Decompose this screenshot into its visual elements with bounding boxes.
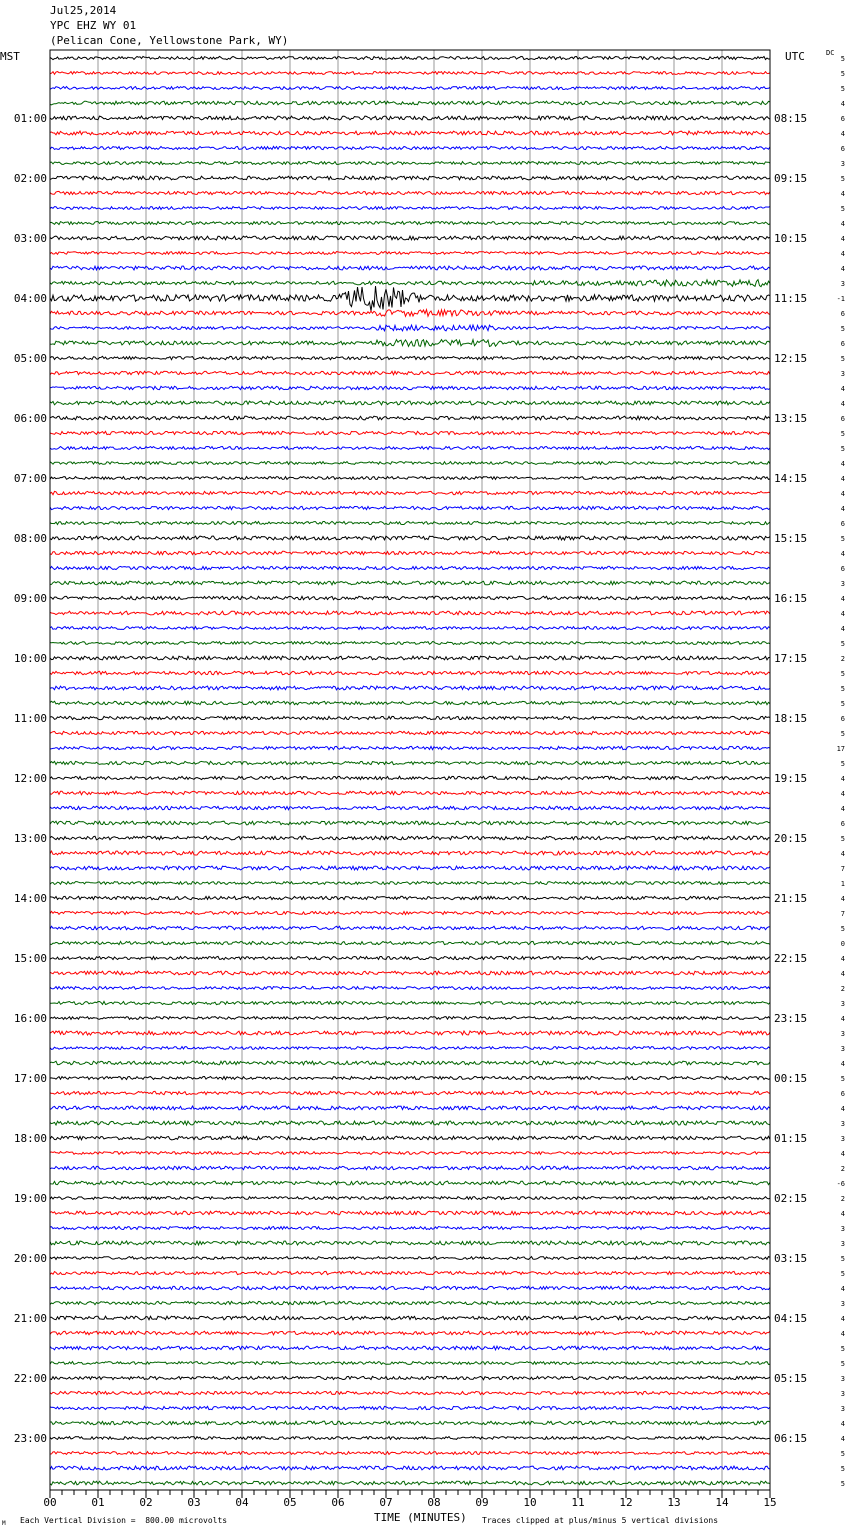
trace-line bbox=[50, 286, 770, 311]
trace-line bbox=[50, 701, 770, 704]
x-tick-label: 09 bbox=[475, 1496, 489, 1509]
right-hour-label: 12:15 bbox=[774, 352, 808, 365]
trace-line bbox=[50, 1197, 770, 1200]
trace-line bbox=[50, 1331, 770, 1335]
x-tick-label: 10 bbox=[523, 1496, 537, 1509]
left-hour-label: 09:00 bbox=[13, 592, 47, 605]
right-hour-label: 02:15 bbox=[774, 1192, 808, 1205]
trace-line bbox=[50, 971, 770, 975]
dc-offset-label: 2 bbox=[840, 655, 845, 663]
left-hour-label: 08:00 bbox=[13, 532, 47, 545]
right-hour-label: 03:15 bbox=[774, 1252, 808, 1265]
trace-line bbox=[50, 371, 770, 374]
dc-offset-label: 4 bbox=[840, 475, 845, 483]
right-hour-label: 22:15 bbox=[774, 952, 808, 965]
left-hour-label: 05:00 bbox=[13, 352, 47, 365]
left-hour-label: 01:00 bbox=[13, 112, 47, 125]
trace-line bbox=[50, 1136, 770, 1140]
dc-offset-label: 4 bbox=[840, 490, 845, 498]
trace-line bbox=[50, 1257, 770, 1260]
trace-line bbox=[50, 731, 770, 734]
x-tick-label: 11 bbox=[571, 1496, 585, 1509]
dc-offset-label: 3 bbox=[840, 1390, 845, 1398]
trace-line bbox=[50, 416, 770, 420]
trace-line bbox=[50, 252, 770, 255]
trace-line bbox=[50, 447, 770, 450]
trace-line bbox=[50, 1241, 770, 1245]
trace-line bbox=[50, 911, 770, 914]
trace-line bbox=[50, 191, 770, 194]
dc-offset-label: 6 bbox=[840, 1090, 845, 1098]
trace-line bbox=[50, 776, 770, 779]
left-hour-label: 13:00 bbox=[13, 832, 47, 845]
trace-line bbox=[50, 340, 770, 347]
x-tick-label: 14 bbox=[715, 1496, 729, 1509]
dc-offset-label: 4 bbox=[840, 625, 845, 633]
left-hour-label: 11:00 bbox=[13, 712, 47, 725]
trace-line bbox=[50, 1166, 770, 1170]
right-hour-label: 05:15 bbox=[774, 1372, 808, 1385]
dc-offset-label: 1 bbox=[840, 880, 845, 888]
dc-offset-label: 2 bbox=[840, 1165, 845, 1173]
trace-line bbox=[50, 746, 770, 749]
dc-offset-label: 3 bbox=[840, 1225, 845, 1233]
left-hour-label: 03:00 bbox=[13, 232, 47, 245]
dc-offset-label: 3 bbox=[840, 1000, 845, 1008]
dc-offset-label: 4 bbox=[840, 1105, 845, 1113]
x-tick-label: 07 bbox=[379, 1496, 393, 1509]
x-tick-label: 13 bbox=[667, 1496, 681, 1509]
right-hour-label: 08:15 bbox=[774, 112, 808, 125]
x-tick-label: 08 bbox=[427, 1496, 441, 1509]
dc-offset-label: 5 bbox=[840, 205, 845, 213]
trace-line bbox=[50, 551, 770, 554]
dc-offset-label: 4 bbox=[840, 1015, 845, 1023]
trace-line bbox=[50, 1466, 770, 1470]
trace-line bbox=[50, 1017, 770, 1020]
left-hour-label: 07:00 bbox=[13, 472, 47, 485]
dc-offset-label: 4 bbox=[840, 850, 845, 858]
trace-line bbox=[50, 325, 770, 331]
dc-offset-label: 5 bbox=[840, 55, 845, 63]
left-hour-label: 17:00 bbox=[13, 1072, 47, 1085]
dc-offset-label: 4 bbox=[840, 235, 845, 243]
x-tick-label: 00 bbox=[43, 1496, 57, 1509]
trace-line bbox=[50, 956, 770, 959]
trace-line bbox=[50, 896, 770, 899]
trace-line bbox=[50, 596, 770, 600]
dc-offset-label: 3 bbox=[840, 280, 845, 288]
trace-line bbox=[50, 1437, 770, 1440]
trace-line bbox=[50, 401, 770, 405]
trace-line bbox=[50, 1346, 770, 1350]
x-axis bbox=[43, 1490, 776, 1509]
dc-offset-label: -1 bbox=[836, 295, 845, 303]
right-hour-label: 19:15 bbox=[774, 772, 808, 785]
left-hour-label: 21:00 bbox=[13, 1312, 47, 1325]
dc-offset-label: 5 bbox=[840, 1270, 845, 1278]
dc-offset-label: 3 bbox=[840, 1240, 845, 1248]
dc-offset-label: 4 bbox=[840, 460, 845, 468]
x-axis-title: TIME (MINUTES) bbox=[374, 1511, 467, 1524]
trace-line bbox=[50, 266, 770, 270]
trace-line bbox=[50, 642, 770, 645]
x-tick-label: 01 bbox=[91, 1496, 105, 1509]
left-hour-label: 18:00 bbox=[13, 1132, 47, 1145]
left-hour-label: 15:00 bbox=[13, 952, 47, 965]
dc-offset-label: 5 bbox=[840, 355, 845, 363]
dc-offset-label: 4 bbox=[840, 100, 845, 108]
clip-note: Traces clipped at plus/minus 5 vertical divisions bbox=[482, 1516, 719, 1525]
left-hour-label: 20:00 bbox=[13, 1252, 47, 1265]
dc-offset-label: 4 bbox=[840, 1150, 845, 1158]
trace-line bbox=[50, 87, 770, 90]
trace-line bbox=[50, 836, 770, 840]
right-hour-label: 13:15 bbox=[774, 412, 808, 425]
dc-offset-label: 3 bbox=[840, 1405, 845, 1413]
footer-mark: M bbox=[2, 1520, 6, 1527]
trace-line bbox=[50, 671, 770, 674]
right-hour-label: 14:15 bbox=[774, 472, 808, 485]
dc-offset-label: 4 bbox=[840, 550, 845, 558]
trace-line bbox=[50, 1047, 770, 1050]
dc-offset-label: 6 bbox=[840, 115, 845, 123]
trace-line bbox=[50, 1406, 770, 1409]
dc-offset-label: 5 bbox=[840, 1465, 845, 1473]
trace-line bbox=[50, 207, 770, 210]
dc-offset-label: 4 bbox=[840, 610, 845, 618]
trace-line bbox=[50, 1481, 770, 1485]
trace-line bbox=[50, 56, 770, 59]
seismic-traces bbox=[50, 56, 770, 1485]
dc-offset-label: 4 bbox=[840, 1330, 845, 1338]
dc-offset-label: 5 bbox=[840, 1345, 845, 1353]
dc-offset-label: 4 bbox=[840, 220, 845, 228]
x-tick-label: 05 bbox=[283, 1496, 297, 1509]
trace-line bbox=[50, 656, 770, 660]
trace-line bbox=[50, 581, 770, 585]
right-hour-label: 01:15 bbox=[774, 1132, 808, 1145]
dc-offset-label: 5 bbox=[840, 430, 845, 438]
dc-offset-label: 5 bbox=[840, 1480, 845, 1488]
trace-line bbox=[50, 1031, 770, 1035]
dc-offset-label: 6 bbox=[840, 340, 845, 348]
right-hour-label: 15:15 bbox=[774, 532, 808, 545]
dc-offset-label: 3 bbox=[840, 1375, 845, 1383]
left-hour-label: 23:00 bbox=[13, 1432, 47, 1445]
trace-line bbox=[50, 310, 770, 317]
dc-offset-label: 4 bbox=[840, 790, 845, 798]
dc-offset-label: 0 bbox=[840, 940, 845, 948]
dc-offset-label: 17 bbox=[836, 745, 845, 753]
scale-note: Each Vertical Division = 800.00 microvolts bbox=[20, 1516, 228, 1525]
right-hour-label: 18:15 bbox=[774, 712, 808, 725]
dc-offset-label: 5 bbox=[840, 1360, 845, 1368]
x-tick-label: 12 bbox=[619, 1496, 633, 1509]
trace-line bbox=[50, 116, 770, 120]
trace-line bbox=[50, 1301, 770, 1304]
left-hour-label: 12:00 bbox=[13, 772, 47, 785]
x-tick-label: 04 bbox=[235, 1496, 249, 1509]
dc-offset-label: 3 bbox=[840, 580, 845, 588]
dc-offset-label: 5 bbox=[840, 535, 845, 543]
right-hour-label: 00:15 bbox=[774, 1072, 808, 1085]
dc-offset-label: 4 bbox=[840, 1060, 845, 1068]
trace-line bbox=[50, 1001, 770, 1004]
trace-line bbox=[50, 1106, 770, 1110]
dc-offset-label: 4 bbox=[840, 505, 845, 513]
right-hour-label: 21:15 bbox=[774, 892, 808, 905]
dc-offset-label: 5 bbox=[840, 85, 845, 93]
dc-offset-label: 3 bbox=[840, 1045, 845, 1053]
dc-offset-label: 6 bbox=[840, 565, 845, 573]
trace-line bbox=[50, 536, 770, 540]
left-hour-label: 19:00 bbox=[13, 1192, 47, 1205]
dc-offset-label: 4 bbox=[840, 250, 845, 258]
trace-line bbox=[50, 611, 770, 615]
dc-offset-label: 3 bbox=[840, 370, 845, 378]
left-hour-label: 02:00 bbox=[13, 172, 47, 185]
trace-line bbox=[50, 882, 770, 885]
trace-line bbox=[50, 356, 770, 359]
dc-offset-label: 3 bbox=[840, 1030, 845, 1038]
trace-line bbox=[50, 1391, 770, 1394]
dc-offset-label: 5 bbox=[840, 1255, 845, 1263]
trace-line bbox=[50, 1181, 770, 1185]
trace-line bbox=[50, 806, 770, 809]
trace-line bbox=[50, 431, 770, 434]
trace-line bbox=[50, 1226, 770, 1229]
trace-line bbox=[50, 716, 770, 719]
dc-offset-label: 6 bbox=[840, 145, 845, 153]
right-hour-label: 20:15 bbox=[774, 832, 808, 845]
left-hour-label: 16:00 bbox=[13, 1012, 47, 1025]
dc-offset-label: 6 bbox=[840, 715, 845, 723]
dc-offset-label: 5 bbox=[840, 925, 845, 933]
location-label: (Pelican Cone, Yellowstone Park, WY) bbox=[50, 34, 289, 47]
trace-line bbox=[50, 926, 770, 929]
x-tick-label: 02 bbox=[139, 1496, 153, 1509]
trace-line bbox=[50, 280, 770, 287]
trace-line bbox=[50, 521, 770, 524]
dc-offset-label: 4 bbox=[840, 775, 845, 783]
trace-line bbox=[50, 146, 770, 149]
trace-line bbox=[50, 1211, 770, 1215]
trace-line bbox=[50, 491, 770, 494]
trace-line bbox=[50, 686, 770, 690]
dc-offset-label: 6 bbox=[840, 520, 845, 528]
dc-offset-label: 4 bbox=[840, 385, 845, 393]
x-tick-label: 06 bbox=[331, 1496, 345, 1509]
dc-offset-label: 5 bbox=[840, 730, 845, 738]
trace-line bbox=[50, 866, 770, 870]
dc-offset-label: 4 bbox=[840, 1315, 845, 1323]
dc-offset-label: 3 bbox=[840, 1135, 845, 1143]
trace-line bbox=[50, 1452, 770, 1455]
left-hour-label: 22:00 bbox=[13, 1372, 47, 1385]
dc-offset-label: 5 bbox=[840, 1450, 845, 1458]
trace-line bbox=[50, 72, 770, 75]
trace-line bbox=[50, 222, 770, 225]
trace-line bbox=[50, 1316, 770, 1320]
trace-line bbox=[50, 131, 770, 135]
dc-header-label: DC bbox=[826, 49, 835, 57]
left-hour-label: 14:00 bbox=[13, 892, 47, 905]
dc-offset-label: 5 bbox=[840, 700, 845, 708]
dc-offset-label: 4 bbox=[840, 190, 845, 198]
dc-offset-label: 4 bbox=[840, 895, 845, 903]
dc-offset-label: 4 bbox=[840, 1420, 845, 1428]
dc-offset-label: 4 bbox=[840, 955, 845, 963]
dc-offset-label: 5 bbox=[840, 445, 845, 453]
trace-line bbox=[50, 1091, 770, 1094]
trace-line bbox=[50, 941, 770, 944]
right-hour-label: 16:15 bbox=[774, 592, 808, 605]
x-tick-label: 03 bbox=[187, 1496, 201, 1509]
dc-offset-label: 3 bbox=[840, 1120, 845, 1128]
trace-line bbox=[50, 477, 770, 480]
dc-offset-label: 2 bbox=[840, 1195, 845, 1203]
dc-offset-label: 5 bbox=[840, 670, 845, 678]
left-timezone-label: MST bbox=[0, 50, 20, 63]
trace-line bbox=[50, 1362, 770, 1365]
dc-offset-label: 5 bbox=[840, 640, 845, 648]
dc-offset-label: 2 bbox=[840, 985, 845, 993]
trace-line bbox=[50, 1286, 770, 1289]
trace-line bbox=[50, 236, 770, 240]
dc-offset-label: 4 bbox=[840, 1285, 845, 1293]
left-hour-label: 04:00 bbox=[13, 292, 47, 305]
dc-offset-label: 5 bbox=[840, 835, 845, 843]
trace-line bbox=[50, 176, 770, 180]
dc-offset-label: 6 bbox=[840, 415, 845, 423]
trace-line bbox=[50, 1121, 770, 1125]
trace-line bbox=[50, 627, 770, 630]
trace-line bbox=[50, 1077, 770, 1080]
right-hour-label: 23:15 bbox=[774, 1012, 808, 1025]
dc-offset-label: 7 bbox=[840, 910, 845, 918]
dc-offset-label: 4 bbox=[840, 1210, 845, 1218]
dc-offset-label: 5 bbox=[840, 760, 845, 768]
dc-offset-label: 4 bbox=[840, 805, 845, 813]
trace-line bbox=[50, 101, 770, 105]
dc-offset-label: 4 bbox=[840, 400, 845, 408]
dc-offset-label: 4 bbox=[840, 970, 845, 978]
dc-offset-label: 3 bbox=[840, 1300, 845, 1308]
dc-offset-label: 6 bbox=[840, 820, 845, 828]
dc-offset-label: 3 bbox=[840, 160, 845, 168]
dc-offset-label: 5 bbox=[840, 1075, 845, 1083]
trace-line bbox=[50, 162, 770, 165]
trace-line bbox=[50, 386, 770, 389]
left-hour-label: 06:00 bbox=[13, 412, 47, 425]
dc-offset-label: 7 bbox=[840, 865, 845, 873]
trace-line bbox=[50, 1061, 770, 1065]
right-timezone-label: UTC bbox=[785, 50, 805, 63]
date-label: Jul25,2014 bbox=[50, 4, 117, 17]
right-hour-label: 06:15 bbox=[774, 1432, 808, 1445]
trace-line bbox=[50, 1421, 770, 1425]
right-hour-label: 09:15 bbox=[774, 172, 808, 185]
dc-offset-label: 5 bbox=[840, 70, 845, 78]
x-tick-label: 15 bbox=[763, 1496, 777, 1509]
trace-line bbox=[50, 566, 770, 569]
right-hour-label: 11:15 bbox=[774, 292, 808, 305]
dc-offset-label: 4 bbox=[840, 1435, 845, 1443]
dc-offset-label: 4 bbox=[840, 130, 845, 138]
dc-offset-label: 5 bbox=[840, 685, 845, 693]
trace-line bbox=[50, 1152, 770, 1155]
right-hour-label: 10:15 bbox=[774, 232, 808, 245]
trace-line bbox=[50, 987, 770, 990]
right-hour-label: 04:15 bbox=[774, 1312, 808, 1325]
trace-line bbox=[50, 761, 770, 764]
trace-line bbox=[50, 462, 770, 465]
trace-line bbox=[50, 506, 770, 509]
dc-offset-labels bbox=[837, 55, 845, 1488]
dc-offset-label: 4 bbox=[840, 595, 845, 603]
trace-line bbox=[50, 1376, 770, 1379]
dc-offset-label: 4 bbox=[840, 265, 845, 273]
trace-line bbox=[50, 1271, 770, 1274]
trace-line bbox=[50, 791, 770, 794]
trace-line bbox=[50, 851, 770, 855]
dc-offset-label: 5 bbox=[840, 175, 845, 183]
right-hour-label: 17:15 bbox=[774, 652, 808, 665]
trace-line bbox=[50, 821, 770, 825]
station-label: YPC EHZ WY 01 bbox=[50, 19, 137, 32]
left-hour-label: 10:00 bbox=[13, 652, 47, 665]
dc-offset-label: 5 bbox=[840, 325, 845, 333]
dc-offset-label: 6 bbox=[840, 310, 845, 318]
dc-offset-label: -6 bbox=[836, 1180, 845, 1188]
